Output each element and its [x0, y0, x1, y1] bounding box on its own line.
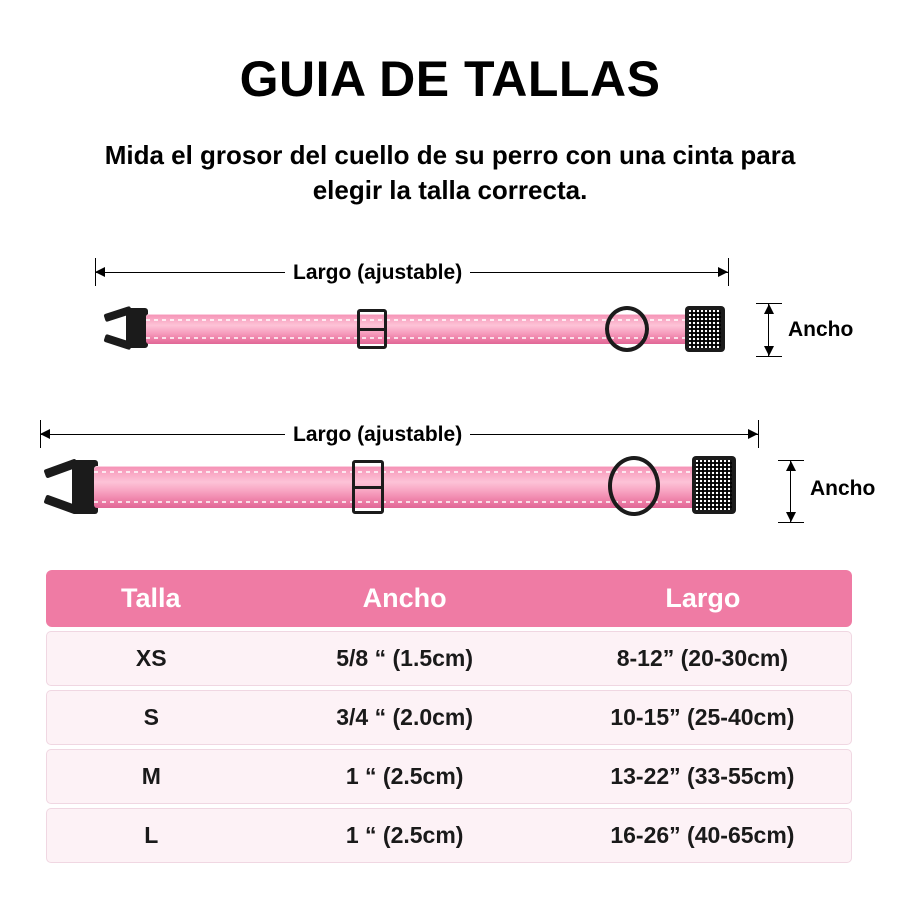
slider-bar-2 [355, 486, 381, 489]
qr-tag-icon-2 [696, 460, 732, 510]
buckle-female-1 [685, 306, 725, 352]
d-ring-1 [605, 306, 649, 352]
width-label-1: Ancho [780, 318, 861, 342]
column-header-ancho: Ancho [256, 570, 554, 627]
table-row [46, 808, 852, 863]
dim-arrow-right-1 [718, 267, 728, 277]
d-ring-2 [608, 456, 660, 516]
cell-ancho: 1 “ (2.5cm) [256, 808, 554, 863]
cell-ancho: 3/4 “ (2.0cm) [256, 690, 554, 745]
cell-largo: 8-12” (20-30cm) [554, 631, 852, 686]
cell-talla: XS [46, 631, 256, 686]
strap-slider-2 [352, 460, 384, 514]
width-label-2: Ancho [802, 477, 883, 501]
slider-bar-1 [360, 328, 384, 331]
length-label-2: Largo (ajustable) [285, 423, 470, 447]
dim-arrow-down-1 [764, 346, 774, 356]
column-header-largo: Largo [554, 570, 852, 627]
length-label-1: Largo (ajustable) [285, 261, 470, 285]
dim-arrow-left-1 [95, 267, 105, 277]
column-header-talla: Talla [46, 570, 256, 627]
cell-largo: 10-15” (25-40cm) [554, 690, 852, 745]
cell-largo: 13-22” (33-55cm) [554, 749, 852, 804]
dim-cap-bottom-2 [778, 522, 804, 523]
table-row [46, 631, 852, 686]
dim-arrow-up-1 [764, 304, 774, 314]
table-header-row [46, 570, 852, 627]
cell-talla: M [46, 749, 256, 804]
qr-tag-icon-1 [689, 310, 721, 348]
strap-slider-1 [357, 309, 387, 349]
dim-cap-bottom-1 [756, 356, 782, 357]
size-table [46, 566, 852, 867]
page-title: GUIA DE TALLAS [239, 51, 661, 107]
buckle-female-2 [692, 456, 736, 514]
buckle-male-1 [126, 308, 148, 348]
dim-arrow-up-2 [786, 461, 796, 471]
cell-talla: S [46, 690, 256, 745]
cell-talla: L [46, 808, 256, 863]
dim-arrow-right-2 [748, 429, 758, 439]
table-row [46, 690, 852, 745]
table-row [46, 749, 852, 804]
size-table-body [46, 631, 852, 863]
collar-graphic-large [42, 450, 762, 535]
dim-arrow-down-2 [786, 512, 796, 522]
dim-arrow-left-2 [40, 429, 50, 439]
collar-graphic-small [100, 300, 750, 370]
cell-ancho: 5/8 “ (1.5cm) [256, 631, 554, 686]
page-subtitle: Mida el grosor del cuello de su perro con una cinta para elegir la talla correcta. [104, 140, 796, 206]
cell-largo: 16-26” (40-65cm) [554, 808, 852, 863]
cell-ancho: 1 “ (2.5cm) [256, 749, 554, 804]
size-table-head [46, 570, 852, 627]
